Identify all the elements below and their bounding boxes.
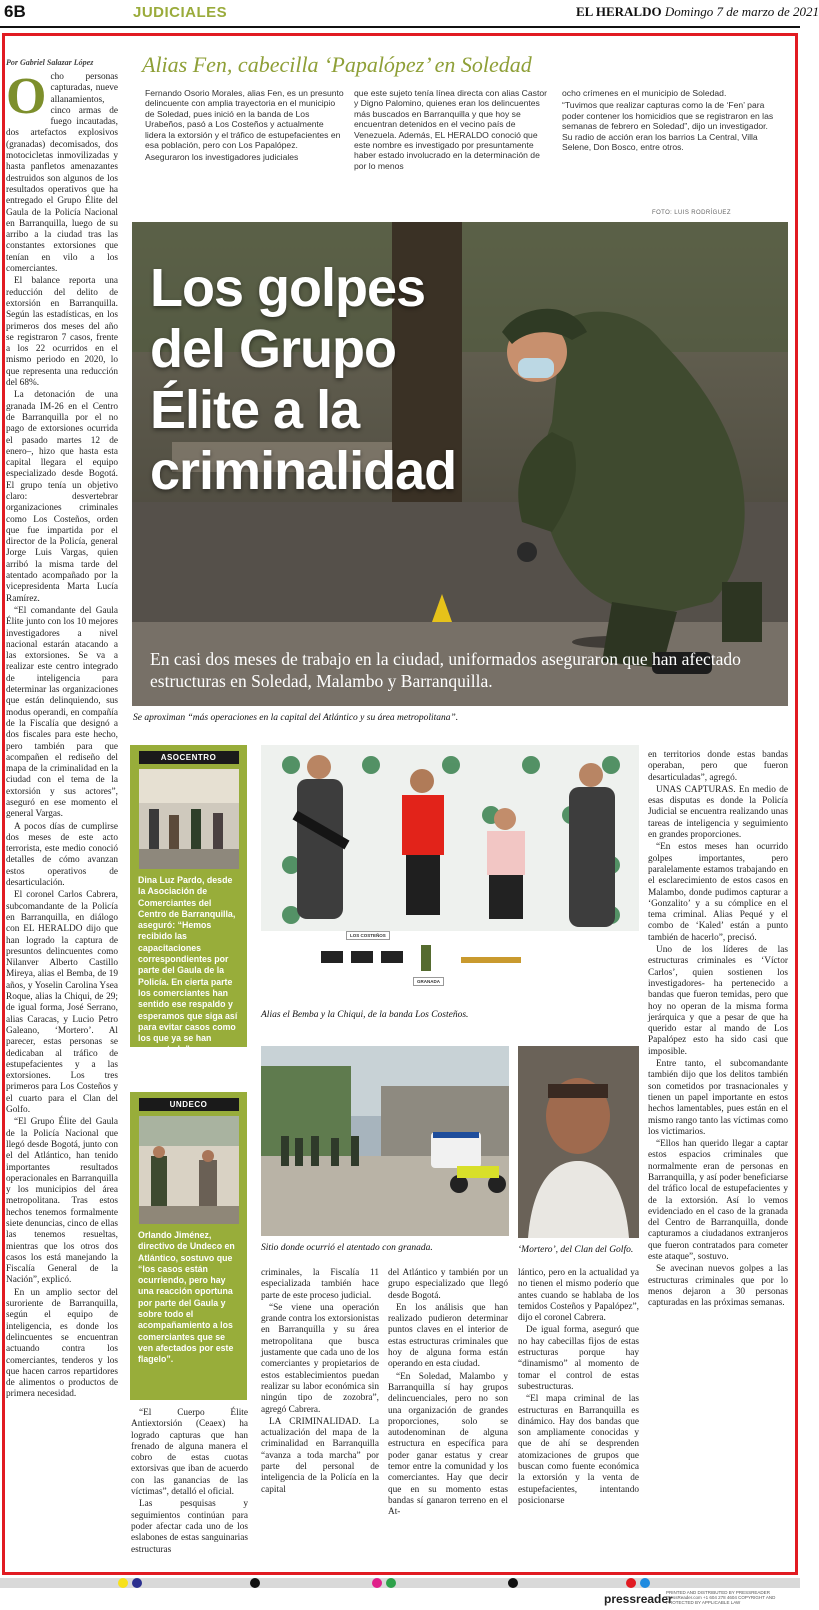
mortero-illustration: [518, 1046, 639, 1238]
photo-credit: FOTO: LUIS RODRÍGUEZ: [652, 210, 731, 216]
bottom-paragraph: “El mapa criminal de las estructuras en Barranquilla es dinámico. Hay dos bandas que son ampliamente conocidas y que de ahí se desprenden atomizaciones de grupos que buscan como fuente económica la extorsión y la venta de estupefacientes, intentando posicionarse: [518, 1394, 639, 1506]
quote-paragraph: “El Cuerpo Élite Antiextorsión (Ceaex) ha logrado capturas que han frenado de alguna manera el cobro de estas cuotas extorsivas que iban de acuerdo con las ganancias de las víctimas”, detalló el oficial.: [131, 1408, 248, 1498]
bottom-paragraph: “En Soledad, Malambo y Barranquilla sí hay grupos delincuenciales, pero no son una organización de grandes proporciones, solo se autodenominan de alguna estructura en específica para poder ganar estatus y crear temor entre la comunidad y los comerciantes. Hay que decir que en su momento estas bandas sí ganaron terreno en el At-: [388, 1371, 508, 1518]
fen-text: ocho crímenes en el municipio de Soledad.: [562, 88, 727, 98]
left-column: [6, 68, 118, 1572]
right-paragraph: Entre tanto, el subcomandante también dijo que los delitos también son cometidos por trasnacionales y tienen un papel importante en estos hechos lamentables, pues están en el mismo rango tanto las víctimas como los victimarios.: [648, 1059, 788, 1137]
arrest-illustration: [261, 745, 639, 1003]
arrest-photo-caption: Alias el Bemba y la Chiqui, de la banda Los Costeños.: [261, 1010, 469, 1020]
right-paragraph: UNAS CAPTURAS. En medio de esas disputas es donde la Policía Judicial se encuentra realizando unas tareas de inteligencia y seguimiento en grandes proporciones.: [648, 784, 788, 841]
fen-text: “Tuvimos que realizar capturas como la de ‘Fen’ para poder contener los homicidios que se registraron en las semanas de febrero en Soledad”, dijo un investigador. Su radio de acción eran los barrios La Central, Villa Selene, Don Bosco, entre otros.: [562, 100, 774, 153]
left-paragraph: La detonación de una granada IM-26 en el Centro de Barranquilla por el no pago de extorsiones ocurrida el pasado martes 12 de enero–, hizo que hasta esta capital llegara el equipo especializado desde Bogotá. El grupo tenía un objetivo claro: desvertebrar organizaciones criminales como Los Costeños, orden que fue impartida por el director de la Policía, general Jorge Luis Vargas, quien arribó la misma tarde del atentado acompañado por la vicepresidenta Marta Lucía Ramírez.: [6, 390, 118, 604]
registration-dots-icon: [640, 1578, 650, 1588]
mortero-photo: [518, 1046, 639, 1238]
bottom-paragraph: “Se viene una operación grande contra los extorsionistas en Barranquilla y su área metropolitana que busca justamente que cada uno de los comerciantes y propietarios de estos establecimientos puedan realizar su labor económica sin ningún tipo de zozobra”, agregó Cabrera.: [261, 1302, 379, 1415]
registration-dots-icon: [508, 1578, 518, 1588]
sidebar-asocentro: [130, 745, 247, 1055]
newspaper-masthead: [576, 4, 819, 20]
bottom-column-c: [518, 1268, 639, 1572]
left-paragraph: A pocos días de cumplirse dos meses de este acto terrorista, este medio conoció detalles de cómo avanzan estos operativos de desarticulación.: [6, 821, 118, 889]
undeco-photo: [139, 1116, 239, 1224]
right-paragraph: Se avecinan nuevos golpes a las estructuras criminales que por lo menos dejaron a 30 personas capturadas en las próximas semanas.: [648, 1264, 788, 1309]
fen-column-2: [354, 88, 550, 171]
sidebar-tag: UNDECO: [139, 1098, 239, 1111]
left-paragraph: El coronel Carlos Cabrera, subcomandante de la Policía en Barranquilla, en diálogo con EL HERALDO dijo que han logrado la captura de presuntos delincuentes como Nilanver Alberto Castillo Mireya, alias el Bemba, de 19 años, y Yoselin Carolina Ysea Roque, alias la Chiqui, de 29; de igual forma, José Serrano, alias Caracas, y Lucio Petro Galeano, ‘Mortero’. Al parecer, estas personas se dedicaban al tráfico de estupefacientes y a las extorsiones. Los tres primeros para Los Costeños y el cuarto para el Clan del Golfo.: [6, 890, 118, 1116]
headline: Los golpes del Grupo Élite a la criminalidad: [150, 258, 457, 501]
bottom-column-b: [388, 1268, 508, 1572]
footer-fine-print: PRINTED AND DISTRIBUTED BY PRESSREADER PressReader.com +1 604 278 4604 COPYRIGHT AND PROTECTED BY APPLICABLE LAW: [666, 1590, 776, 1606]
subheadline: En casi dos meses de trabajo en la ciudad, uniformados aseguraron que han afectado estructuras en Soledad, Malambo y Barranquilla.: [150, 649, 741, 691]
gaula-quote: [131, 1408, 248, 1572]
left-paragraph: En un amplio sector del suroriente de Barranquilla, según el equipo de inteligencia, es donde los delincuentes se encuentran actuando contra los comerciantes, tenderos y los que hacen carros repartidores de alimentos o productos de primera necesidad.: [6, 1287, 118, 1400]
mortero-caption: ‘Mortero’, del Clan del Golfo.: [518, 1245, 634, 1255]
bottom-paragraph: criminales, la Fiscalía 11 especializada también hace parte de este proceso judicial.: [261, 1268, 379, 1301]
issue-date: Domingo 7 de marzo de 2021: [664, 4, 819, 19]
scene-photo: [261, 1046, 509, 1236]
bottom-column-a: [261, 1268, 379, 1572]
sidebar-kicker: Alias Fen, cabecilla ‘Papalópez’ en Soledad: [142, 52, 532, 77]
pressreader-logo[interactable]: pressreader: [604, 1592, 673, 1606]
right-paragraph: “Ellos han querido llegar a captar estos espacios criminales que normalmente eran de personas en Barranquilla, y así poder beneficiarse del tráfico local de estupefacientes y de la extorsión. Así lo vemos evidenciado en el caso de la granada del Centro de Barranquilla, donde capturamos a ciudadanos extranjeros que fueron contratados para cometer este ataque”, sostuvo.: [648, 1139, 788, 1263]
quote-paragraph: Las pesquisas y seguimientos continúan para poder afectar cada uno de los eslabones de estas sanguinarias estructuras: [131, 1499, 248, 1555]
newspaper-name: EL HERALDO: [576, 4, 662, 19]
fen-text: Aseguraron los investigadores judiciales: [145, 152, 299, 163]
lead-paragraph: cho personas capturadas, nueve allanamientos, cinco armas de fuego incautadas, dos artefactos explosivos (granadas) decomisados, dos motocicletas inmovilizadas y hasta panfletos amenazantes destruidos son algunos de los resultados operativos que ha entregado el Grupo Élite del Gaula de la Policía Nacional en Barranquilla, luego de su arribo a la ciudad tras las constantes extorsiones que tenían en vilo a los comerciantes.: [6, 72, 118, 275]
registration-dots-icon: [372, 1578, 382, 1588]
right-paragraph: Uno de los líderes de las estructuras criminales es ‘Víctor Carlos’, quien sostienen los investigadores- ha pertenecido a bandas que fueron temidas, pero que hoy no operan de la misma forma jerárquica y que a pesar de que ha querido estar al mando de Los Papalópez esto ha sido casi que imposible.: [648, 945, 788, 1057]
fen-text: Fernando Osorio Morales, alias Fen, es un presunto delincuente con amplia trayectoria en el municipio de Soledad, pues inició en la banda de Los Urabeños, pasó a Los Costeños y actualmente lidera la extorsión y el tráfico de estupefacientes en esa población, pero con Los Papalópez.: [145, 88, 344, 151]
drop-cap: O: [6, 68, 47, 125]
registration-dots-icon: [386, 1578, 396, 1588]
fen-column-3: [562, 88, 774, 152]
main-photo-caption: Se aproximan “más operaciones en la capital del Atlántico y su área metropolitana”.: [133, 713, 459, 723]
sidebar-text: Dina Luz Pardo, desde la Asociación de Comerciantes del Centro de Barranquilla, aseguró: “Hemos recibido las capacitaciones correspondientes por parte del Gaula de la Policía. En cierta parte los comerciantes han sentido ese respaldo y esperamos que siga así para evitar casos como los que ya se han presentado”.: [138, 875, 238, 1055]
registration-dots-icon: [118, 1578, 128, 1588]
bottom-paragraph: LA CRIMINALIDAD. La actualización del mapa de la criminalidad en Barranquilla “avanza a toda marcha” por parte del personal de inteligencia de la Policía en la capital: [261, 1416, 379, 1495]
left-paragraph: “El comandante del Gaula Élite junto con los 10 mejores investigadores a nivel nacional estarán atacando a las extorsiones. Se va a realizar este centro integrado de inteligencia para determinar las organizaciones que están delinquiendo, sus modus operandi, en compañía de la Fiscalía que designó a dos fiscales para este hecho, pero también para que acompañen el rediseño del mapa de la criminalidad en la ciudad con el tema de la extorsión y sus actores”, aseguró en ese momento el general Vargas.: [6, 605, 118, 820]
registration-dots-icon: [626, 1578, 636, 1588]
byline: Por Gabriel Salazar López: [6, 58, 94, 67]
sidebar-undeco: [130, 1092, 247, 1400]
right-paragraph: “En estos meses han ocurrido golpes importantes, pero paralelamente estamos trabajando en el esclarecimiento de estos casos en Malambo, donde pudimos capturar a ‘Gonzalito’ y a su cómplice en el tema criminal. Alias Pequé y el combo de ‘Kaled’ están a punto también de hacerlo”, precisó.: [648, 842, 788, 943]
registration-dots-icon: [250, 1578, 260, 1588]
right-column: [648, 750, 788, 1572]
bottom-paragraph: En los análisis que han realizado pudieron determinar puntos claves en el interior de estas estructuras criminales que hoy de alguna forma están operando en esta ciudad.: [388, 1302, 508, 1370]
table-card: LOS COSTEÑOS: [346, 931, 390, 940]
sidebar-text: Orlando Jiménez, directivo de Undeco en Atlántico, sostuvo que “los casos están ocurriendo, pero hay una reacción oportuna por parte del Gaula y sobre todo el acompañamiento a los comerciantes que se ven afectados por este flagelo”.: [138, 1230, 235, 1365]
bottom-paragraph: lántico, pero en la actualidad ya no tienen el mismo poderío que antes cuando se hablaba de los temidos Costeños y Papalópez”, dijo el coronel Cabrera.: [518, 1268, 639, 1324]
left-paragraph: “El Grupo Élite del Gaula de la Policía Nacional que llegó desde Bogotá, junto con el del Atlántico, han tenido importantes resultados operacionales en Barranquilla y los municipios del área metropolitana. Tras estos hechos tenemos formalmente siete denuncias, cinco de ellas las tenemos resueltas, mientras que los otros dos casos los está manejando la Fiscalía General de la Nación”, explicó.: [6, 1117, 118, 1286]
fen-column-1: [145, 88, 345, 163]
right-paragraph: en territorios donde estas bandas operaban, pero que fueron desarticuladas”, agregó.: [648, 750, 788, 783]
fen-text: que este sujeto tenía línea directa con alias Castor y Digno Palomino, quienes eran los delincuentes más buscados en Barranquilla y que hoy se encuentran detenidos en el vecino país de Venezuela. Además, EL HERALDO conoció que este nombre es investigado por presuntamente haber estado involucrado en la determinación de por lo menos: [354, 88, 547, 171]
arrest-photo: [261, 745, 639, 1003]
bottom-paragraph: del Atlántico y también por un grupo especializado que llegó desde Bogotá.: [388, 1268, 508, 1301]
page-number: 6B: [4, 2, 26, 21]
left-paragraph: El balance reporta una reducción del delito de extorsión en Barranquilla. Según las estadísticas, en los primeros dos meses del año se registraron 7 casos, frente a los 22 ocurridos en el mismo periodo en 2020, lo que representa una reducción del 68%.: [6, 276, 118, 389]
bottom-paragraph: De igual forma, aseguró que no hay cabecillas fijos de estas estructuras porque hay “dinamismo” al momento de tomar el control de estas subestructuras.: [518, 1325, 639, 1392]
section-title: JUDICIALES: [133, 4, 228, 21]
scene-photo-caption: Sitio donde ocurrió el atentado con granada.: [261, 1243, 433, 1253]
asocentro-photo: [139, 769, 239, 869]
registration-dots-icon: [132, 1578, 142, 1588]
scene-illustration: [261, 1046, 509, 1236]
sidebar-tag: ASOCENTRO: [139, 751, 239, 764]
table-card: GRANADA: [413, 977, 444, 986]
